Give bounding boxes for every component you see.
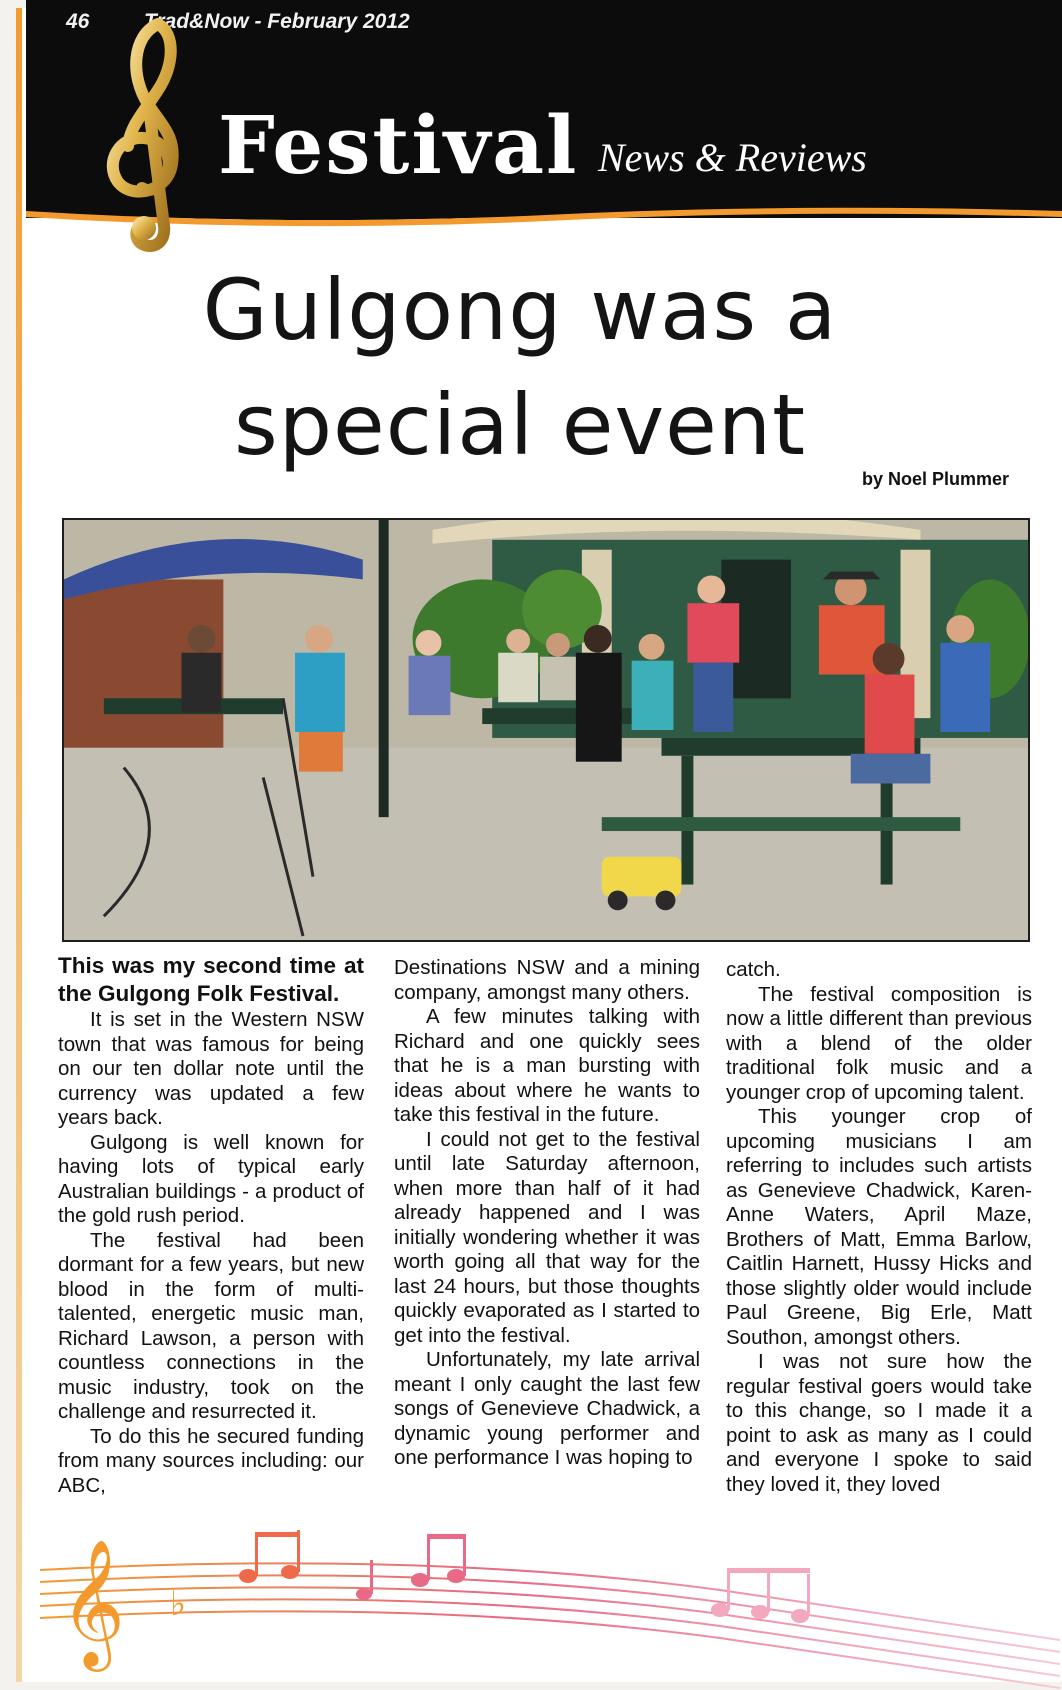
section-title: Festival: [218, 98, 579, 192]
svg-text:𝄞: 𝄞: [60, 1538, 126, 1666]
music-staff-notes-icon: [20, 1520, 1060, 1690]
section-subtitle: News & Reviews: [598, 135, 867, 180]
article-headline-line1: Gulgong was a: [202, 261, 838, 359]
article-paragraph: This younger crop of upcoming musicians I am referring to includes such artists as Genevieve Chadwick, Karen-Anne Waters, April Maze, Brothers of Matt, Emma Barlow, Caitlin Harnett, Hussy Hicks and those slightly older would include Paul Greene, Big Erle, Matt Southon, amongst others.: [726, 1105, 1032, 1349]
article-paragraph: Unfortunately, my late arrival meant I only caught the last few songs of Genevieve Chadwick, a dynamic young performer and one performance I was hoping to: [394, 1348, 700, 1469]
article-lead: This was my second time at the Gulgong Folk Festival.: [58, 953, 364, 1006]
article-column-2: [394, 956, 700, 1471]
article-paragraph: To do this he secured funding from many sources including: our ABC,: [58, 1424, 364, 1497]
publication-line: Trad&Now - February 2012: [144, 10, 410, 33]
article-paragraph: The festival had been dormant for a few years, but new blood in the form of multi-talented, energetic music man, Richard Lawson, a person with countless connections in the music industry, took on the challenge and resurrected it.: [58, 1228, 364, 1423]
article-paragraph: It is set in the Western NSW town that was famous for being on our ten dollar note until the currency was updated a few years back.: [58, 1008, 364, 1129]
page-edge-stripe: [16, 8, 22, 1682]
svg-text:♭: ♭: [170, 1584, 187, 1624]
festival-photo: [62, 518, 1030, 942]
article-paragraph: The festival composition is now a little different than previous with a blend of the older traditional folk music and a younger crop of upcoming talent.: [726, 982, 1032, 1104]
article-column-1: [58, 952, 364, 1498]
article-paragraph: Gulgong is well known for having lots of typical early Australian buildings - a product of the gold rush period.: [58, 1130, 364, 1227]
article-paragraph: Destinations NSW and a mining company, amongst many others.: [394, 956, 700, 1004]
page-number: 46: [66, 10, 90, 33]
article-headline-line2: special event: [233, 376, 807, 474]
treble-clef-icon: [92, 16, 212, 256]
article-paragraph: catch.: [726, 958, 781, 981]
article-paragraph: I could not get to the festival until late Saturday afternoon, when more than half of it had already happened and I was initially wondering whether it was worth going all that way for the last 24 hours, but those thoughts quickly evaporated as I started to get into the festival.: [394, 1127, 700, 1347]
article-paragraph: I was not sure how the regular festival goers would take to this change, so I made it a point to ask as many as I could and everyone I spoke to said they loved it, they loved: [726, 1350, 1032, 1496]
byline: by Noel Plummer: [862, 469, 1010, 489]
article-paragraph: A few minutes talking with Richard and one quickly sees that he is a man bursting with ideas about where he wants to take this festival in the future.: [394, 1005, 700, 1126]
article-column-3: [726, 958, 1032, 1497]
